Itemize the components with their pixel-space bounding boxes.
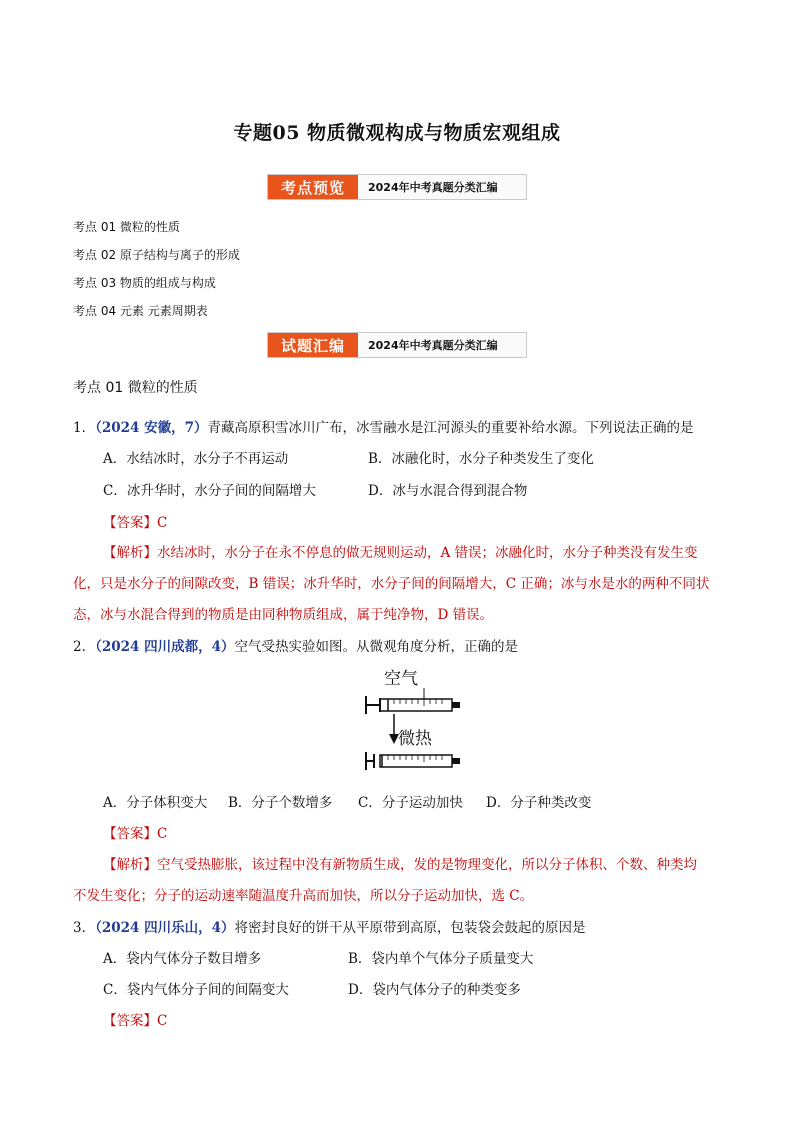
- question-number: 3．: [73, 920, 96, 936]
- option-b: B．分子个数增多: [228, 795, 333, 811]
- option-c: C．袋内气体分子间的间隔变大: [103, 982, 289, 998]
- explanation-line: 【解析】空气受热膨胀，该过程中没有新物质生成，发的是物理变化，所以分子体积、个数、种类均: [103, 857, 697, 873]
- question-source: （2024 安徽，7）: [95, 420, 208, 436]
- question-text: 将密封良好的饼干从平原带到高原，包装袋会鼓起的原因是: [234, 920, 586, 936]
- label-air: 空气: [384, 669, 418, 689]
- exercises-banner-subtitle: 2024年中考真题分类汇编: [368, 339, 498, 352]
- exercises-banner-tag: 试题汇编: [268, 333, 358, 357]
- kaodian-item: 考点 02 原子结构与离子的形成: [73, 248, 240, 262]
- preview-banner-subtitle: 2024年中考真题分类汇编: [368, 181, 498, 194]
- option-b: B．冰融化时，水分子种类发生了变化: [368, 451, 594, 467]
- explanation-line: 【解析】水结冰时，水分子在永不停息的做无规则运动，A 错误；冰融化时，水分子种类没有发生变: [103, 545, 698, 561]
- explanation-line: 不发生变化；分子的运动速率随温度升高而加快，所以分子运动加快，选 C。: [73, 888, 534, 904]
- question-number: 2．: [73, 639, 96, 655]
- syringe-top: [366, 688, 460, 714]
- exercises-banner: [267, 332, 527, 358]
- syringe-bottom: [366, 752, 460, 770]
- preview-banner: [267, 174, 527, 200]
- answer: 【答案】C: [103, 826, 168, 842]
- answer: 【答案】C: [103, 1013, 168, 1029]
- question-3-stem: [73, 916, 586, 936]
- explanation-line: 化，只是水分子的间隙改变，B 错误；冰升华时，水分子间的间隔增大，C 正确；冰与水是水的两种不同状: [73, 576, 710, 592]
- question-source: （2024 四川成都，4）: [95, 639, 235, 655]
- question-2-stem: [73, 635, 518, 655]
- option-a: A．水结冰时，水分子不再运动: [103, 451, 289, 467]
- option-d: D．分子种类改变: [486, 795, 592, 811]
- option-a: A．分子体积变大: [103, 795, 208, 811]
- option-c: C．冰升华时，水分子间的间隔增大: [103, 483, 316, 499]
- section-heading: 考点 01 微粒的性质: [73, 380, 198, 396]
- option-a: A．袋内气体分子数目增多: [103, 951, 262, 967]
- explanation-line: 态，冰与水混合得到的物质是由同种物质组成，属于纯净物，D 错误。: [73, 607, 494, 623]
- preview-banner-tag: 考点预览: [268, 175, 358, 199]
- option-b: B．袋内单个气体分子质量变大: [348, 951, 534, 967]
- question-text: 青藏高原积雪冰川广布，冰雪融水是江河源头的重要补给水源。下列说法正确的是: [207, 420, 694, 436]
- option-d: D．冰与水混合得到混合物: [368, 483, 528, 499]
- question-source: （2024 四川乐山，4）: [95, 920, 235, 936]
- kaodian-item: 考点 01 微粒的性质: [73, 220, 180, 234]
- kaodian-item: 考点 04 元素 元素周期表: [73, 304, 208, 318]
- option-c: C．分子运动加快: [358, 795, 463, 811]
- question-text: 空气受热实验如图。从微观角度分析，正确的是: [234, 639, 519, 655]
- question-number: 1．: [73, 420, 96, 436]
- answer: 【答案】C: [103, 515, 168, 531]
- label-heat: 微热: [398, 729, 432, 749]
- question-1-stem: [73, 416, 694, 436]
- option-d: D．袋内气体分子的种类变多: [348, 982, 521, 998]
- syringe-diagram: [364, 664, 464, 776]
- page-title: 专题05 物质微观构成与物质宏观组成: [233, 122, 561, 144]
- kaodian-item: 考点 03 物质的组成与构成: [73, 276, 216, 290]
